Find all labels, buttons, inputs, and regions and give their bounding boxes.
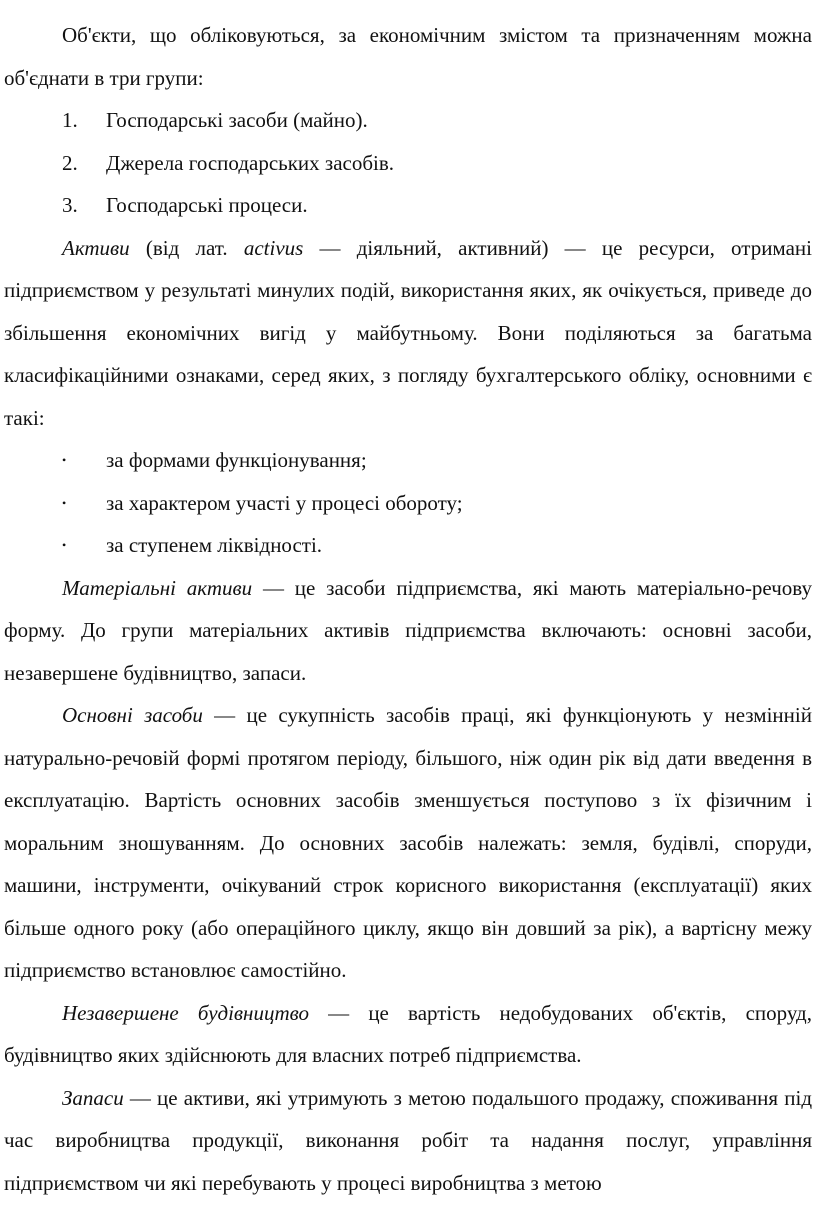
list-item	[4, 142, 812, 185]
inventory-body: — це активи, які утримують з метою подальшого продажу, споживання під час виробництва продукції, виконання робіт та надання послуг, управління підприємством чи які перебувають у процесі виробництва з метою	[4, 1085, 812, 1195]
list-item	[4, 184, 812, 227]
inventory-term: Запаси	[62, 1085, 124, 1110]
list-item	[4, 99, 812, 142]
list-text: Джерела господарських засобів.	[106, 150, 395, 175]
fixed-term: Основні засоби	[62, 703, 203, 727]
bullet-item	[4, 439, 812, 482]
list-number: 3.	[62, 193, 78, 217]
inventory-paragraph	[4, 1077, 812, 1205]
tangible-term: Матеріальні активи	[62, 575, 253, 600]
assets-latin: activus	[243, 235, 304, 260]
list-text: Господарські засоби (майно).	[106, 108, 368, 132]
classification-list	[4, 439, 812, 567]
assets-term: Активи	[62, 235, 130, 260]
groups-list	[4, 99, 812, 227]
construction-term: Незавершене будівництво	[62, 1000, 309, 1025]
bullet-icon: •	[62, 495, 67, 510]
construction-paragraph	[4, 992, 812, 1077]
bullet-text: за характером участі у процесі обороту;	[106, 490, 463, 515]
construction-body: — це вартість недобудованих об'єктів, споруд, будівництво яких здійснюють для власних потреб підприємства.	[4, 1000, 812, 1067]
bullet-text: за ступенем ліквідності.	[106, 533, 323, 557]
bullet-item	[4, 482, 812, 525]
intro-paragraph: Об'єкти, що обліковуються, за економічним змістом та призначенням можна об'єднати в три групи:	[4, 23, 812, 90]
bullet-icon: •	[62, 538, 67, 552]
list-text: Господарські процеси.	[106, 193, 308, 217]
fixed-body: — це сукупність засобів праці, які функціонують у незмінній натурально-речовій формі протягом періоду, більшого, ніж один рік від дати введення в експлуатацію. Вартість основних засобів зменшується поступово з їх фізичним і моральним зношуванням. До основних засобів належать: земля, будівлі, споруди, машини, інструменти, очікуваний строк корисного використання (експлуатації) яких більше одного року (або операційного циклу, якщо він довший за рік), а вартісну межу підприємство встановлює самостійно.	[4, 703, 812, 982]
assets-paragraph	[4, 227, 812, 440]
assets-body: — діяльний, активний) — це ресурси, отримані підприємством у результаті минулих подій, використання яких, як очікується, приведе до збільшення економічних вигід у майбутньому. Вони поділяються за багатьма класифікаційними ознаками, серед яких, з погляду бухгалтерського обліку, основними є такі:	[4, 235, 812, 430]
fixed-assets-paragraph	[4, 694, 812, 992]
list-number: 2.	[62, 150, 78, 175]
bullet-text: за формами функціонування;	[106, 448, 367, 472]
tangible-body: — це засоби підприємства, які мають матеріально-речову форму. До групи матеріальних активів підприємства включають: основні засоби, незавершене будівництво, запаси.	[4, 575, 812, 685]
assets-pre: (від лат.	[129, 235, 244, 260]
bullet-icon: •	[62, 453, 67, 467]
tangible-assets-paragraph	[4, 567, 812, 695]
bullet-item	[4, 524, 812, 567]
list-number: 1.	[62, 108, 78, 132]
